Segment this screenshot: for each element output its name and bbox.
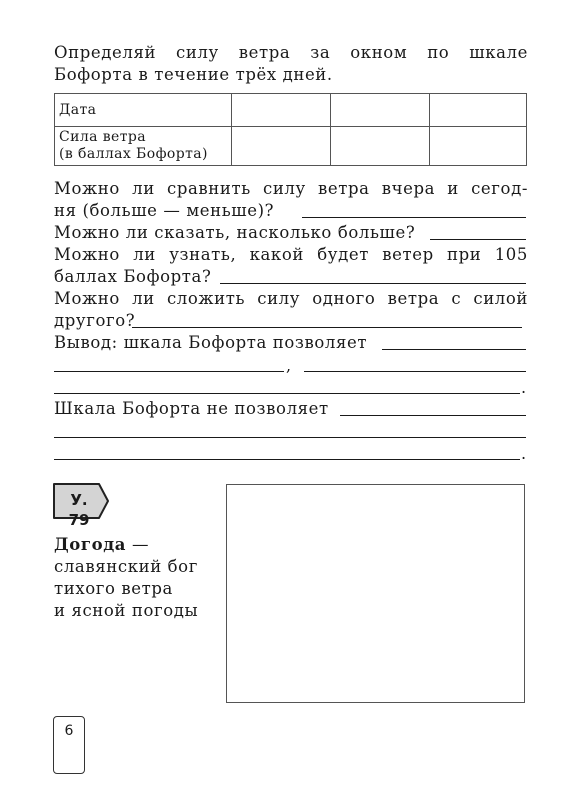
answer-line-q3[interactable] <box>220 283 526 284</box>
table-cell[interactable] <box>232 94 331 127</box>
question-2: Можно ли сказать, насколько больше? <box>54 223 416 242</box>
drawing-box[interactable] <box>226 484 525 703</box>
table-cell[interactable] <box>331 94 430 127</box>
intro-line-2: Бофорта в течение трёх дней. <box>54 65 333 84</box>
question-1-line-2: ня (больше — меньше)? <box>54 201 275 220</box>
definition-line-2: тихого ветра <box>54 579 173 598</box>
question-3-line-1: Можно ли узнать, какой будет ветер при 105 <box>54 245 528 264</box>
conclusion-text: Вывод: шкала Бофорта позволяет <box>54 333 368 352</box>
page-number <box>53 716 85 774</box>
answer-line-q4[interactable] <box>132 327 522 328</box>
table-row <box>55 127 527 166</box>
table-cell[interactable] <box>331 127 430 166</box>
date-label-cell <box>55 94 232 127</box>
answer-line-not-allows-2[interactable] <box>54 437 526 438</box>
answer-line-q1[interactable] <box>302 217 526 218</box>
answer-line-not-allows-3[interactable] <box>54 459 520 460</box>
table-cell[interactable] <box>430 94 527 127</box>
answer-line-conclusion-3[interactable] <box>304 371 526 372</box>
question-4-line-1: Можно ли сложить силу одного ветра с силой <box>54 289 528 308</box>
date-label: Дата <box>59 102 97 118</box>
task-number: У. 79 <box>68 491 90 529</box>
answer-line-not-allows-1[interactable] <box>340 415 526 416</box>
table-cell[interactable] <box>232 127 331 166</box>
answer-line-conclusion-2[interactable] <box>54 371 284 372</box>
question-1-line-1: Можно ли сравнить силу ветра вчера и сегод- <box>54 179 528 198</box>
period: . <box>521 444 527 463</box>
definition-line-1: славянский бог <box>54 557 198 576</box>
wind-force-label: Сила ветра <box>59 129 146 145</box>
not-allows-text: Шкала Бофорта не позволяет <box>54 399 329 418</box>
table-cell[interactable] <box>430 127 527 166</box>
intro-line-1: Определяй силу ветра за окном по шкале <box>54 43 528 62</box>
question-4-line-2: другого? <box>54 311 136 330</box>
period: . <box>521 378 527 397</box>
definition-line-3: и ясной погоды <box>54 601 199 620</box>
page-number-text: 6 <box>64 723 74 739</box>
wind-observation-table <box>54 93 527 166</box>
wind-force-unit-label: (в баллах Бофорта) <box>59 146 208 162</box>
answer-line-conclusion-4[interactable] <box>54 393 520 394</box>
table-row <box>55 94 527 127</box>
answer-line-conclusion-1[interactable] <box>382 349 526 350</box>
wind-force-label-cell <box>55 127 232 166</box>
comma: , <box>286 356 292 375</box>
answer-line-q2[interactable] <box>430 239 526 240</box>
definition-heading <box>54 534 149 556</box>
definition-dash: — <box>131 535 150 554</box>
question-3-line-2: баллах Бофорта? <box>54 267 212 286</box>
definition-term: Догода <box>54 535 127 554</box>
